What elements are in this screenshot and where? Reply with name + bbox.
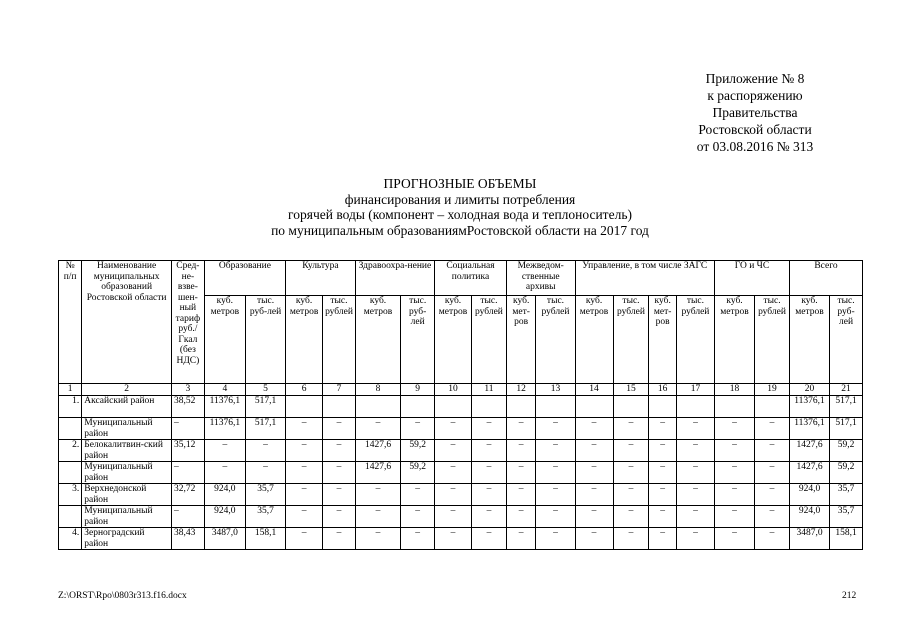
table-cell: –	[286, 506, 323, 528]
column-index: 2	[82, 384, 172, 396]
table-cell	[355, 396, 400, 418]
column-index: 11	[472, 384, 507, 396]
table-cell: –	[355, 418, 400, 440]
table-cell	[755, 396, 790, 418]
table-cell: –	[323, 440, 356, 462]
header-unit-6: куб. метров	[286, 296, 323, 384]
table-cell: –	[355, 506, 400, 528]
header-unit-11: тыс. рублей	[472, 296, 507, 384]
table-cell: –	[286, 418, 323, 440]
cell-name: Муниципальный район	[82, 462, 172, 484]
table-cell: –	[536, 462, 575, 484]
cell-name: Верхнедонской район	[82, 484, 172, 506]
header-group-culture: Культура	[286, 261, 356, 296]
table-cell: 32,72	[172, 484, 205, 506]
header-unit-15: тыс. рублей	[613, 296, 649, 384]
cell-num: 1.	[59, 396, 82, 418]
table-cell: –	[355, 484, 400, 506]
table-cell: –	[472, 528, 507, 550]
cell-num: 4.	[59, 528, 82, 550]
table-cell: –	[401, 418, 435, 440]
table-cell: –	[435, 528, 472, 550]
table-cell: 38,52	[172, 396, 205, 418]
table-cell	[613, 396, 649, 418]
header-num: № п/п	[59, 261, 82, 384]
table-cell	[401, 396, 435, 418]
table-cell: –	[435, 462, 472, 484]
cell-name: Белокалитвин-ский район	[82, 440, 172, 462]
cell-num	[59, 418, 82, 440]
column-index: 4	[204, 384, 245, 396]
table-cell: –	[575, 506, 613, 528]
table-cell	[286, 396, 323, 418]
table-cell: –	[506, 462, 536, 484]
table-cell: –	[676, 484, 714, 506]
table-cell: –	[472, 462, 507, 484]
table-cell: –	[714, 440, 754, 462]
header-unit-16: куб. мет-ров	[649, 296, 676, 384]
table-cell: –	[172, 506, 205, 528]
footer-file-path: Z:\ORST\Rpo\0803r313.f16.docx	[58, 591, 187, 601]
column-index: 7	[323, 384, 356, 396]
table-cell: –	[506, 484, 536, 506]
table-cell: –	[472, 484, 507, 506]
header-unit-5: тыс. руб-лей	[245, 296, 285, 384]
limits-table	[58, 260, 863, 550]
table-cell: –	[172, 418, 205, 440]
cell-name: Муниципальный район	[82, 506, 172, 528]
table-cell: –	[649, 484, 676, 506]
table-cell: 3487,0	[204, 528, 245, 550]
table-cell	[575, 396, 613, 418]
table-cell: –	[714, 506, 754, 528]
table-cell: –	[435, 484, 472, 506]
appendix-line: Правительства	[712, 105, 798, 120]
table-cell: 158,1	[245, 528, 285, 550]
cell-num: 2.	[59, 440, 82, 462]
table-row	[59, 440, 863, 462]
table-cell: –	[755, 506, 790, 528]
header-unit-14: куб. метров	[575, 296, 613, 384]
header-group-total: Всего	[789, 261, 862, 296]
column-index-row	[59, 384, 863, 396]
column-index: 9	[401, 384, 435, 396]
table-row	[59, 506, 863, 528]
table-cell: –	[435, 506, 472, 528]
header-group-archives: Межведом-ственные архивы	[506, 261, 575, 296]
table-cell: –	[714, 418, 754, 440]
table-cell: –	[755, 484, 790, 506]
table-cell: 35,7	[245, 506, 285, 528]
header-unit-8: куб. метров	[355, 296, 400, 384]
table-cell: –	[613, 484, 649, 506]
header-tariff: Сред-не-взве-шен-ный тариф руб./ Гкал (без НДС)	[172, 261, 205, 384]
header-name: Наименование муниципальных образований Ростовской области	[82, 261, 172, 384]
table-cell: –	[323, 418, 356, 440]
header-group-emergency: ГО и ЧС	[714, 261, 789, 296]
table-cell: –	[714, 484, 754, 506]
table-cell: –	[575, 440, 613, 462]
table-cell: –	[613, 528, 649, 550]
document-title	[200, 176, 720, 238]
table-cell: –	[435, 418, 472, 440]
cell-name: Зерноградский район	[82, 528, 172, 550]
table-cell: –	[204, 440, 245, 462]
appendix-line: от 03.08.2016 № 313	[696, 139, 814, 154]
header-unit-4: куб. метров	[204, 296, 245, 384]
table-cell	[435, 396, 472, 418]
appendix-header	[640, 70, 870, 155]
table-cell: –	[613, 462, 649, 484]
table-cell: –	[506, 418, 536, 440]
table-cell: –	[472, 440, 507, 462]
table-cell: –	[755, 462, 790, 484]
table-cell	[536, 396, 575, 418]
table-cell: 3487,0	[789, 528, 829, 550]
appendix-line: к распоряжению	[707, 88, 803, 103]
column-index: 20	[789, 384, 829, 396]
table-cell: –	[575, 484, 613, 506]
header-unit-18: куб. метров	[714, 296, 754, 384]
table-cell: –	[649, 506, 676, 528]
table-cell: –	[323, 484, 356, 506]
table-cell	[714, 396, 754, 418]
header-unit-17: тыс. рублей	[676, 296, 714, 384]
table-cell: –	[286, 440, 323, 462]
header-unit-12: куб. мет-ров	[506, 296, 536, 384]
header-unit-10: куб. метров	[435, 296, 472, 384]
column-index: 3	[172, 384, 205, 396]
column-index: 1	[59, 384, 82, 396]
header-group-health: Здравоохра-нение	[355, 261, 434, 296]
footer-page-number: 212	[842, 591, 857, 601]
table-cell: –	[435, 440, 472, 462]
header-group-management: Управление, в том числе ЗАГС	[575, 261, 714, 296]
table-cell: 59,2	[830, 440, 863, 462]
table-cell: 35,7	[830, 506, 863, 528]
table-cell: –	[676, 462, 714, 484]
table-cell	[323, 396, 356, 418]
table-cell: –	[286, 484, 323, 506]
column-index: 19	[755, 384, 790, 396]
table-cell: –	[755, 440, 790, 462]
table-cell: –	[676, 418, 714, 440]
table-cell: –	[323, 462, 356, 484]
table-cell: –	[245, 440, 285, 462]
table-cell: 59,2	[401, 440, 435, 462]
column-index: 6	[286, 384, 323, 396]
table-cell: 924,0	[789, 484, 829, 506]
table-cell: 35,7	[830, 484, 863, 506]
appendix-line: Приложение № 8	[705, 71, 805, 86]
table-cell	[506, 396, 536, 418]
table-cell: –	[649, 528, 676, 550]
column-index: 18	[714, 384, 754, 396]
table-cell: 35,12	[172, 440, 205, 462]
table-cell: –	[536, 484, 575, 506]
table-row	[59, 484, 863, 506]
table-cell: –	[714, 528, 754, 550]
column-index: 14	[575, 384, 613, 396]
table-cell: 158,1	[830, 528, 863, 550]
column-index: 16	[649, 384, 676, 396]
table-cell: –	[613, 440, 649, 462]
table-cell: 11376,1	[204, 418, 245, 440]
cell-name: Муниципальный район	[82, 418, 172, 440]
table-cell: –	[472, 418, 507, 440]
table-cell: 924,0	[204, 506, 245, 528]
column-index: 21	[830, 384, 863, 396]
table-cell: 59,2	[830, 462, 863, 484]
table-cell	[649, 396, 676, 418]
table-cell: –	[649, 462, 676, 484]
table-row	[59, 462, 863, 484]
table-cell: –	[676, 506, 714, 528]
column-index: 10	[435, 384, 472, 396]
table-cell: –	[755, 528, 790, 550]
header-unit-19: тыс. рублей	[755, 296, 790, 384]
table-cell: –	[506, 528, 536, 550]
title-line: по муниципальным образованиямРостовской области на 2017 год	[271, 222, 649, 238]
table-cell: 924,0	[789, 506, 829, 528]
table-cell: –	[204, 462, 245, 484]
table-cell: –	[755, 418, 790, 440]
table-cell: 35,7	[245, 484, 285, 506]
table-cell: –	[714, 462, 754, 484]
table-cell: 517,1	[830, 418, 863, 440]
table-cell: 517,1	[830, 396, 863, 418]
table-cell: –	[536, 418, 575, 440]
table-cell: –	[676, 440, 714, 462]
table-cell: –	[323, 528, 356, 550]
column-index: 8	[355, 384, 400, 396]
header-unit-7: тыс. рублей	[323, 296, 356, 384]
table-cell: –	[472, 506, 507, 528]
table-cell: –	[401, 506, 435, 528]
header-unit-9: тыс. руб-лей	[401, 296, 435, 384]
table-cell: 517,1	[245, 396, 285, 418]
header-group-social: Социальная политика	[435, 261, 507, 296]
table-cell: –	[536, 528, 575, 550]
title-line: финансирования и лимиты потребления	[344, 191, 576, 207]
table-cell: 59,2	[401, 462, 435, 484]
title-line: горячей воды (компонент – холодная вода и теплоноситель)	[288, 207, 632, 222]
table-cell: 11376,1	[204, 396, 245, 418]
table-cell: 11376,1	[789, 396, 829, 418]
table-cell: –	[649, 418, 676, 440]
table-cell: –	[355, 528, 400, 550]
table-cell: –	[575, 418, 613, 440]
table-cell: 11376,1	[789, 418, 829, 440]
table-row	[59, 396, 863, 418]
table-cell: –	[575, 462, 613, 484]
table-cell: –	[286, 528, 323, 550]
table-cell: –	[506, 506, 536, 528]
table-cell: –	[536, 440, 575, 462]
column-index: 13	[536, 384, 575, 396]
cell-num	[59, 462, 82, 484]
table-cell: 1427,6	[789, 440, 829, 462]
table-row	[59, 418, 863, 440]
table-cell: –	[676, 528, 714, 550]
table-cell: –	[506, 440, 536, 462]
table-cell: –	[649, 440, 676, 462]
table-cell: 1427,6	[355, 462, 400, 484]
table-cell: –	[323, 506, 356, 528]
table-cell	[676, 396, 714, 418]
cell-num	[59, 506, 82, 528]
table-cell: –	[536, 506, 575, 528]
table-cell: 38,43	[172, 528, 205, 550]
table-cell: –	[245, 462, 285, 484]
cell-num: 3.	[59, 484, 82, 506]
table-cell: –	[575, 528, 613, 550]
header-unit-20: куб. метров	[789, 296, 829, 384]
table-cell: –	[613, 506, 649, 528]
cell-name: Аксайский район	[82, 396, 172, 418]
column-index: 5	[245, 384, 285, 396]
table-cell	[472, 396, 507, 418]
header-unit-13: тыс. рублей	[536, 296, 575, 384]
table-cell: 517,1	[245, 418, 285, 440]
title-line: ПРОГНОЗНЫЕ ОБЪЕМЫ	[383, 176, 537, 191]
column-index: 15	[613, 384, 649, 396]
table-cell: –	[401, 484, 435, 506]
table-cell: 1427,6	[789, 462, 829, 484]
column-index: 12	[506, 384, 536, 396]
header-unit-21: тыс. руб-лей	[830, 296, 863, 384]
appendix-line: Ростовской области	[698, 122, 812, 137]
header-row-groups	[59, 261, 863, 296]
table-cell: 924,0	[204, 484, 245, 506]
table-cell: 1427,6	[355, 440, 400, 462]
table-cell: –	[401, 528, 435, 550]
column-index: 17	[676, 384, 714, 396]
table-cell: –	[613, 418, 649, 440]
header-group-education: Образование	[204, 261, 285, 296]
table-cell: –	[286, 462, 323, 484]
table-row	[59, 528, 863, 550]
table-cell: –	[172, 462, 205, 484]
